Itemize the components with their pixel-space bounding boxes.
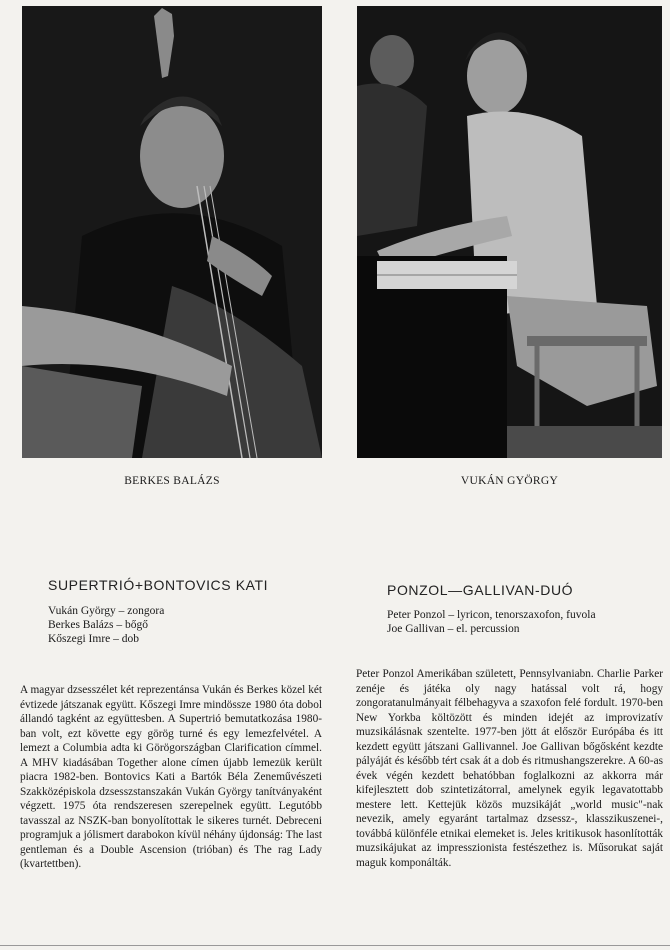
member-item: Peter Ponzol – lyricon, tenorszaxofon, fuvola	[387, 609, 596, 621]
member-list-ponzol-gallivan	[387, 608, 596, 636]
caption-berkes-balazs: BERKES BALÁZS	[124, 475, 220, 487]
body-text-supertrio: A magyar dzsesszélet két reprezentánsa Vukán és Berkes közel két évtizede játszanak együtt. Kőszegi Imre mindössze 1980 óta dobol állandó tagként az együttesben. A Supertrió bemutatkozása 1980-ban volt, ezt követte egy görög turné és egy lemezfelvétel. A lemezt a Columbia adta ki Görögországban Clarification címmel. A MHV kiadásában Together alone címen újabb lemezük került piacra 1982-ben. Bontovics Kati a Bartók Béla Zeneművészeti Szakközépiskola dzsesszstanszakán Vukán György tanítványaként végzett. 1975 óta rendszeresen szerepelnek együtt. Legutóbb tavasszal az NSZK-ban bonyolítottak le sikeres turnét. Debreceni programjuk a jólismert darabokon kívül néhány újdonság: The last gentleman és a Double Ascension (trióban) és The rag Lady (kvartettben).	[20, 684, 322, 870]
body-text-ponzol-gallivan: Peter Ponzol Amerikában született, Pennsylvaniabn. Charlie Parker zenéje és játéka oly nagy hatással volt rá, hogy zongoratanulmányait félbehagyva a szaxofon felé fordult. 1970-ben New Yorkba költözött és minden idejét az improvizatív muzsikálásnak szentelte. 1977-ben jött át először Európába és itt kezdett együtt játszani Gallivannel. Joe Gallivan bőgősként kezdte pályáját és később tért csak át a dob és ritmushangszerekre. A 60-as évek végén kezdett behatóbban foglalkozni az akkorra már kifejlesztett dob szintetizátorral, amelynek egyik legavatottabb mestere lett. Kettejük közös muzsikáját „world music"-nak nevezik, amely egyaránt tartalmaz dzsessz-, klasszikuszenei-, továbbá különféle etnikai elemeket is. Jeles kritikusok hasonlították muzsikájukat az impresszionista festészethez is. Műsorukat saját maguk komponálták.	[356, 668, 663, 869]
caption-vukan-gyorgy: VUKÁN GYÖRGY	[460, 475, 559, 487]
member-list-supertrio	[48, 604, 164, 646]
photo-vukan-gyorgy	[357, 6, 662, 458]
photo-berkes-balazs	[22, 6, 322, 458]
member-item: Berkes Balázs – bőgő	[48, 619, 148, 631]
section-title-supertrio: SUPERTRIÓ+BONTOVICS KATI	[48, 577, 269, 593]
member-item: Joe Gallivan – el. percussion	[387, 623, 520, 635]
bassist-photo-illustration	[22, 6, 322, 458]
member-item: Kőszegi Imre – dob	[48, 633, 140, 645]
member-item: Vukán György – zongora	[48, 605, 165, 617]
pianist-photo-illustration	[357, 6, 662, 458]
bottom-rule	[0, 945, 670, 946]
section-title-ponzol-gallivan: PONZOL—GALLIVAN-DUÓ	[387, 582, 574, 598]
